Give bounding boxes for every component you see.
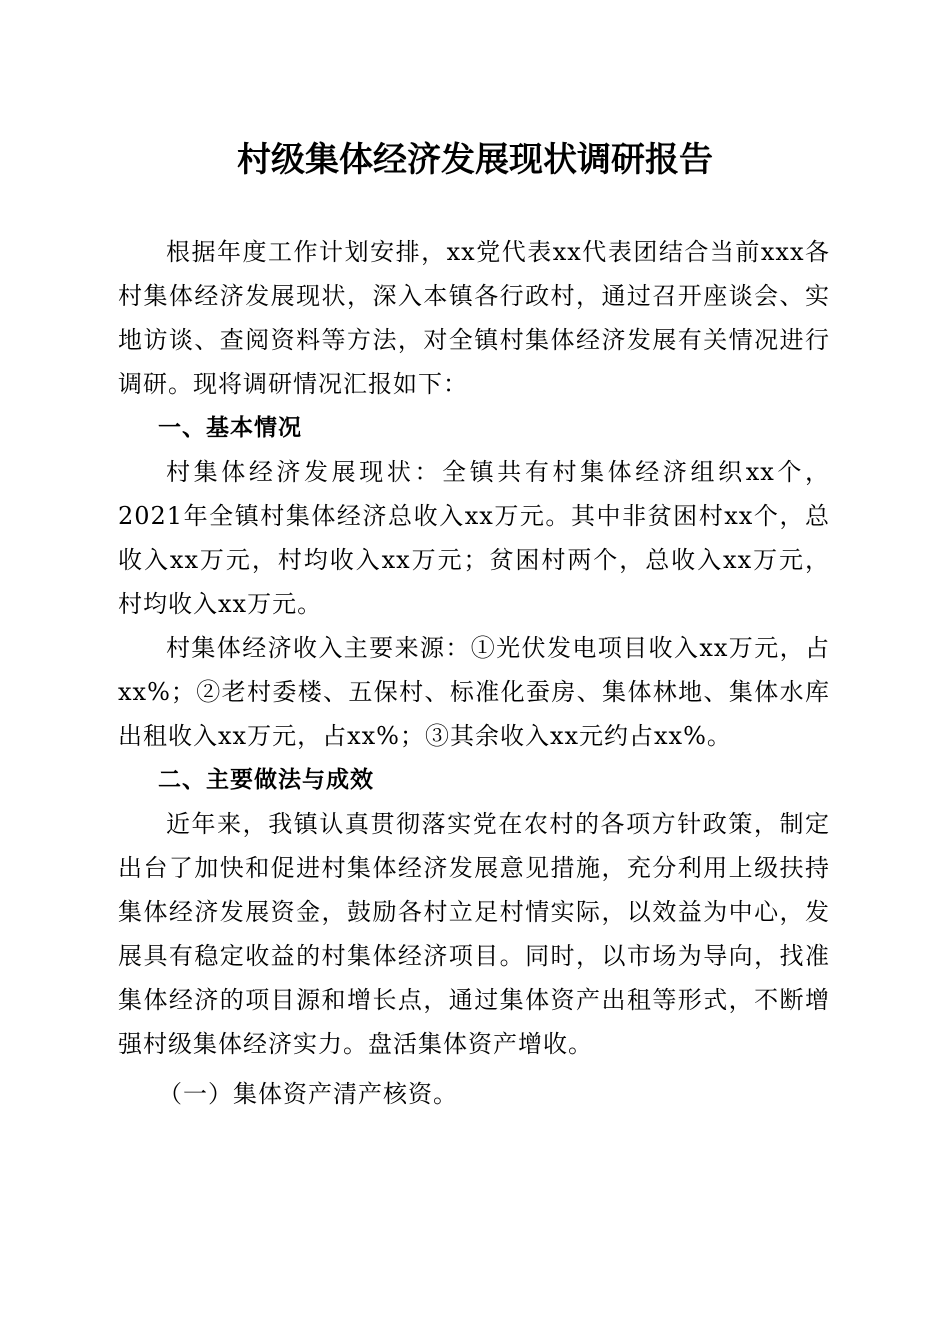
paragraph-income-sources: 村集体经济收入主要来源：①光伏发电项目收入xx万元，占xx%；②老村委楼、五保村、标准化蚕房、集体林地、集体水库出租收入xx万元，占xx%；③其余收入xx元约占xx%。 [118, 634, 830, 750]
paragraph-development-status: 村集体经济发展现状：全镇共有村集体经济组织xx个，2021年全镇村集体经济总收入xx万元。其中非贫困村xx个，总收入xx万元，村均收入xx万元；贫困村两个，总收入xx万元，村均收入xx万元。 [118, 458, 830, 618]
document-body [118, 230, 830, 1116]
document-title: 村级集体经济发展现状调研报告 [237, 140, 713, 180]
subheading-asset-audit: （一）集体资产清产核资。 [158, 1080, 458, 1108]
section-heading-basic-situation: 一、基本情况 [158, 415, 302, 441]
section-heading-practices-results: 二、主要做法与成效 [158, 767, 374, 793]
paragraph-practices: 近年来，我镇认真贯彻落实党在农村的各项方针政策，制定出台了加快和促进村集体经济发展意见措施，充分利用上级扶持集体经济发展资金，鼓励各村立足村情实际，以效益为中心，发展具有稳定收益的村集体经济项目。同时，以市场为导向，找准集体经济的项目源和增长点，通过集体资产出租等形式，不断增强村级集体经济实力。盘活集体资产增收。 [118, 810, 830, 1058]
intro-paragraph: 根据年度工作计划安排，xx党代表xx代表团结合当前xxx各村集体经济发展现状，深入本镇各行政村，通过召开座谈会、实地访谈、查阅资料等方法，对全镇村集体经济发展有关情况进行调研。现将调研情况汇报如下： [118, 238, 830, 398]
